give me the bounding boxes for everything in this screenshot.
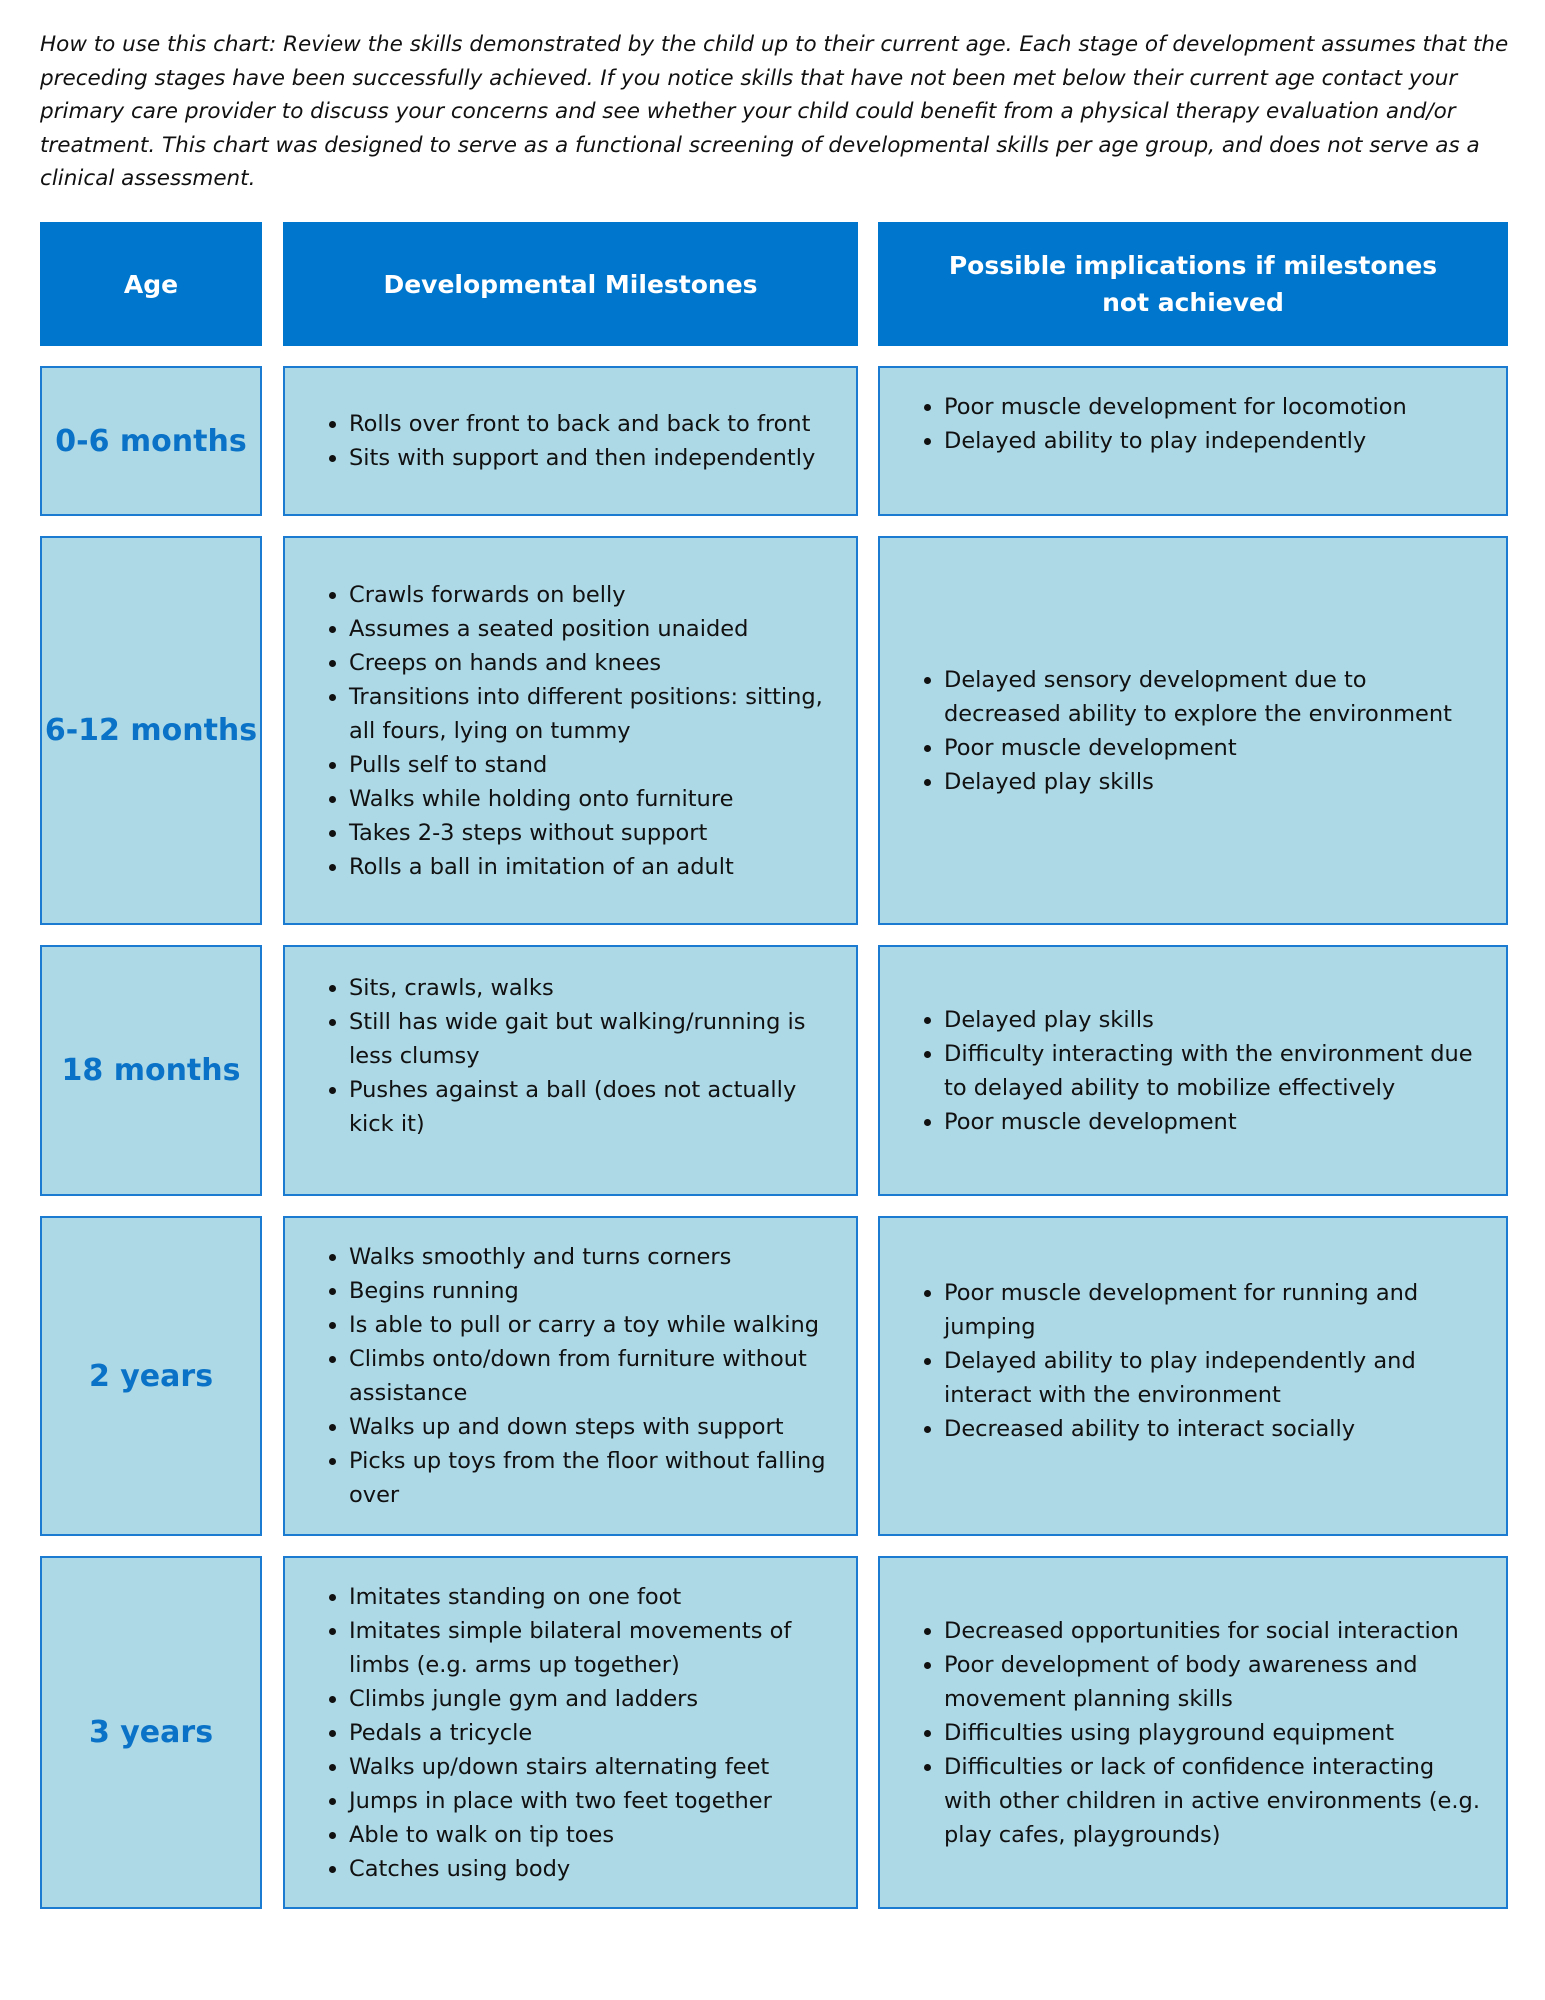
list-item: • Decreased opportunities for social interaction (944, 1614, 1488, 1648)
milestones-list (285, 1240, 856, 1512)
list-item: • Pushes against a ball (does not actually kick it) (349, 1073, 838, 1141)
milestones-cell (283, 1216, 858, 1536)
implications-cell (878, 1556, 1508, 1909)
age-label: 3 years (88, 1715, 214, 1750)
age-label: 0-6 months (55, 423, 247, 459)
implications-list (880, 1003, 1506, 1139)
list-item: • Crawls forwards on belly (349, 578, 838, 612)
milestones-cell (283, 366, 858, 516)
milestones-cell (283, 945, 858, 1196)
header-age-label: Age (123, 269, 179, 299)
age-cell (40, 1216, 262, 1536)
list-item: • Creeps on hands and knees (349, 646, 838, 680)
milestones-list (285, 578, 856, 884)
list-item: • Pedals a tricycle (349, 1716, 838, 1750)
implications-list (880, 1276, 1506, 1446)
list-item: • Rolls a ball in imitation of an adult (349, 850, 838, 884)
list-item: • Walks up and down steps with support (349, 1410, 838, 1444)
implications-cell (878, 366, 1508, 516)
list-item: • Picks up toys from the floor without falling over (349, 1444, 838, 1512)
age-cell (40, 366, 262, 516)
header-milestones-label: Developmental Milestones (383, 269, 758, 299)
age-label: 18 months (61, 1053, 241, 1088)
list-item: • Difficulties or lack of confidence interacting with other children in active environments (e.g. play cafes, playgrounds) (944, 1750, 1488, 1852)
milestones-list (285, 1580, 856, 1886)
list-item: • Delayed ability to play independently (944, 424, 1407, 458)
header-implications-label: Possible implications if milestones not achieved (948, 251, 1438, 317)
milestones-list (285, 407, 833, 475)
list-item: • Delayed sensory development due to decreased ability to explore the environment (944, 663, 1488, 731)
list-item: • Poor muscle development (944, 731, 1488, 765)
list-item: • Is able to pull or carry a toy while walking (349, 1308, 838, 1342)
list-item: • Catches using body (349, 1852, 838, 1886)
list-item: • Rolls over front to back and back to front (349, 407, 815, 441)
list-item: • Delayed play skills (944, 1003, 1488, 1037)
implications-list (880, 663, 1506, 799)
list-item: • Walks up/down stairs alternating feet (349, 1750, 838, 1784)
list-item: • Pulls self to stand (349, 748, 838, 782)
milestones-cell (283, 536, 858, 925)
header-implications (878, 222, 1508, 346)
implications-cell (878, 1216, 1508, 1536)
list-item: • Assumes a seated position unaided (349, 612, 838, 646)
age-cell (40, 536, 262, 925)
implications-list (880, 390, 1425, 458)
list-item: • Sits, crawls, walks (349, 971, 838, 1005)
milestones-list (285, 971, 856, 1141)
header-age (40, 222, 262, 346)
list-item: • Takes 2-3 steps without support (349, 816, 838, 850)
list-item: • Begins running (349, 1274, 838, 1308)
list-item: • Difficulties using playground equipment (944, 1716, 1488, 1750)
implications-cell (878, 536, 1508, 925)
list-item: • Able to walk on tip toes (349, 1818, 838, 1852)
list-item: • Poor muscle development (944, 1105, 1488, 1139)
list-item: • Delayed play skills (944, 765, 1488, 799)
milestones-cell (283, 1556, 858, 1909)
list-item: • Imitates standing on one foot (349, 1580, 838, 1614)
list-item: • Jumps in place with two feet together (349, 1784, 838, 1818)
age-label: 2 years (88, 1358, 214, 1394)
list-item: • Walks while holding onto furniture (349, 782, 838, 816)
list-item: • Poor development of body awareness and movement planning skills (944, 1648, 1488, 1716)
list-item: • Decreased ability to interact socially (944, 1412, 1488, 1446)
list-item: • Still has wide gait but walking/running is less clumsy (349, 1005, 838, 1073)
implications-cell (878, 945, 1508, 1196)
list-item: • Sits with support and then independently (349, 441, 815, 475)
list-item: • Poor muscle development for locomotion (944, 390, 1407, 424)
age-cell (40, 1556, 262, 1909)
list-item: • Climbs jungle gym and ladders (349, 1682, 838, 1716)
implications-list (880, 1614, 1506, 1852)
age-label: 6-12 months (44, 713, 258, 748)
list-item: • Difficulty interacting with the environment due to delayed ability to mobilize effectively (944, 1037, 1488, 1105)
list-item: • Transitions into different positions: sitting, all fours, lying on tummy (349, 680, 838, 748)
list-item: • Poor muscle development for running and jumping (944, 1276, 1488, 1344)
header-milestones (283, 222, 858, 346)
list-item: • Walks smoothly and turns corners (349, 1240, 838, 1274)
list-item: • Climbs onto/down from furniture without assistance (349, 1342, 838, 1410)
list-item: • Delayed ability to play independently and interact with the environment (944, 1344, 1488, 1412)
age-cell (40, 945, 262, 1196)
list-item: • Imitates simple bilateral movements of limbs (e.g. arms up together) (349, 1614, 838, 1682)
intro-text: How to use this chart: Review the skills demonstrated by the child up to their current age. Each stage of development assumes that the preceding stages have been successfully achieved. If you notice skills that have not been met below their current age contact your primary care provider to discuss your concerns and see whether your child could benefit from a physical therapy evaluation and/or treatment. This chart was designed to serve as a functional screening of developmental skills per age group, and does not serve as a clinical assessment. (40, 32, 1509, 191)
